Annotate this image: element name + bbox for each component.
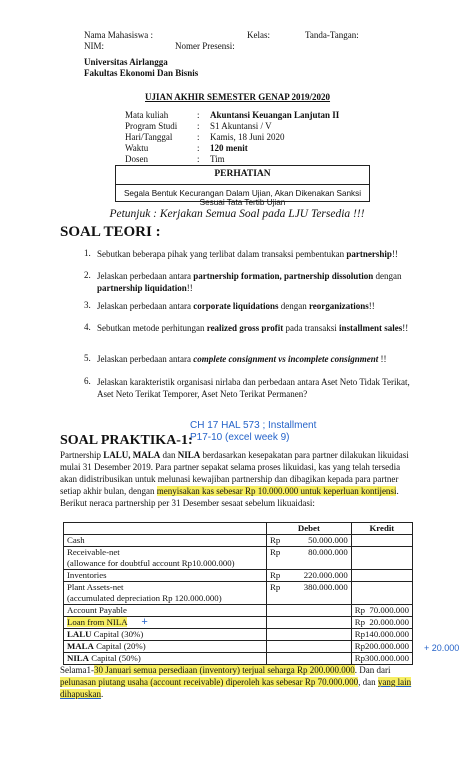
question-text: !! xyxy=(368,301,375,311)
kredit-cell xyxy=(351,629,412,641)
soal-praktika-heading: SOAL PRAKTIKA-1: xyxy=(60,433,193,448)
account-cell xyxy=(64,641,267,653)
debet-cell xyxy=(267,605,352,617)
info-value: Akuntansi Keuangan Lanjutan II xyxy=(210,110,340,120)
para-text: dan xyxy=(160,450,178,460)
kredit-cell xyxy=(351,653,412,665)
account-name: Capital (20%) xyxy=(93,641,146,651)
faculty-name: Fakultas Ekonomi Dan Bisnis xyxy=(84,68,199,78)
amount: 200.000.000 xyxy=(365,641,409,651)
question-keyword: realized gross profit xyxy=(206,323,284,333)
question-keyword: partnership formation, partnership dissolution xyxy=(193,271,374,281)
highlighted-text: pelunasan piutang usaha (account receivable) diperoleh kas sebesar Rp 70.000.000 xyxy=(60,677,359,687)
info-sep: : xyxy=(197,110,200,120)
praktika-paragraph-1 xyxy=(60,449,415,509)
info-label: Mata kuliah xyxy=(125,110,169,120)
info-label: Hari/Tanggal xyxy=(125,132,173,142)
university-name: Universitas Airlangga xyxy=(84,57,168,67)
highlighted-text: yang lain dihapuskan xyxy=(60,677,412,699)
annotation-p17: P17-10 (excel week 9) xyxy=(190,432,290,443)
annotation-ch17: CH 17 HAL 573 ; Installment xyxy=(190,420,317,431)
info-value: S1 Akuntansi / V xyxy=(210,121,272,131)
para-text: Partnership xyxy=(60,450,104,460)
perhatian-text: Segala Bentuk Kecurangan Dalam Ujian, Akan Dikenakan Sanksi Sesuai Tata Tertib Ujian xyxy=(116,184,369,202)
table-header-kredit: Kredit xyxy=(351,523,412,535)
perhatian-box xyxy=(115,165,370,207)
account-cell xyxy=(64,547,267,570)
presensi-label: Nomer Presensi: xyxy=(175,41,235,51)
debet-cell xyxy=(267,629,352,641)
account-note: (allowance for doubtful account Rp10.000.000) xyxy=(67,558,235,568)
question-keyword: installment sales xyxy=(338,323,403,333)
account-name: Receivable-net xyxy=(67,547,120,557)
currency: Rp xyxy=(354,605,365,615)
question-text: Jelaskan perbedaan antara xyxy=(97,271,194,281)
kredit-cell xyxy=(351,535,412,547)
amount: 380.000.000 xyxy=(303,582,348,592)
para-text: . xyxy=(101,689,104,699)
question-number: 1. xyxy=(84,248,91,258)
currency: Rp xyxy=(354,641,365,651)
amount: 50.000.000 xyxy=(308,535,348,545)
account-name: Capital (50%) xyxy=(89,653,141,663)
info-value: Tim xyxy=(210,154,225,164)
question-number: 3. xyxy=(84,300,91,310)
table-header-debet: Debet xyxy=(267,523,352,535)
account-cell: Inventories xyxy=(64,570,267,582)
petunjuk-instruction: Petunjuk : Kerjakan Semua Soal pada LJU Tersedia !!! xyxy=(109,208,365,220)
question-2 xyxy=(97,270,427,294)
question-text: Sebutkan metode perhitungan xyxy=(97,323,207,333)
praktika-paragraph-2 xyxy=(60,664,415,700)
highlighted-text: 30 Januari semua persediaan (inventory) terjual seharga Rp 200.000.000 xyxy=(94,665,355,675)
table-row xyxy=(64,617,413,629)
partner-name-nila: NILA xyxy=(177,450,201,460)
account-cell xyxy=(64,653,267,665)
question-1 xyxy=(97,248,427,260)
question-text: pada transaksi xyxy=(283,323,339,333)
para-text: Selama1- xyxy=(60,665,94,675)
amount: 70.000.000 xyxy=(369,605,409,615)
para-text: . Berikut neraca partnership per 31 Desember sesaat sebelum likuaidasi: xyxy=(60,486,399,508)
question-number: 2. xyxy=(84,270,91,280)
table-row xyxy=(64,605,413,617)
question-number: 6. xyxy=(84,376,91,386)
nama-label: Nama Mahasiswa : xyxy=(84,30,153,40)
question-text: !! xyxy=(186,283,193,293)
account-name: Plant Assets-net xyxy=(67,582,124,592)
kelas-label: Kelas: xyxy=(247,30,270,40)
amount: 20.000.000 xyxy=(369,617,409,627)
info-sep: : xyxy=(197,143,200,153)
nim-label: NIM: xyxy=(84,41,104,51)
debet-cell xyxy=(267,582,352,605)
debet-cell xyxy=(267,535,352,547)
debet-cell xyxy=(267,617,352,629)
question-number: 5. xyxy=(84,353,91,363)
table-row xyxy=(64,629,413,641)
account-cell xyxy=(64,582,267,605)
annotation-plus-amount: + 20.000 xyxy=(424,643,460,653)
para-text: , dan xyxy=(358,677,378,687)
partner-name: NILA xyxy=(67,653,89,663)
account-cell xyxy=(64,629,267,641)
account-cell: Cash xyxy=(64,535,267,547)
question-text: Sebutkan beberapa pihak yang terlibat dalam transaksi pembentukan xyxy=(97,249,347,259)
account-cell: Account Payable xyxy=(64,605,267,617)
question-6 xyxy=(97,376,427,400)
question-keyword: corporate liquidations xyxy=(193,301,279,311)
kredit-cell xyxy=(351,605,412,617)
kredit-cell xyxy=(351,582,412,605)
question-keyword: partnership xyxy=(346,249,392,259)
amount: 80.000.000 xyxy=(308,547,348,557)
currency: Rp xyxy=(354,653,365,663)
currency: Rp xyxy=(270,547,281,557)
amount: 140.000.000 xyxy=(365,629,409,639)
table-row xyxy=(64,535,413,547)
question-text: !! xyxy=(402,323,409,333)
table-row xyxy=(64,653,413,665)
currency: Rp xyxy=(354,617,365,627)
currency: Rp xyxy=(270,570,281,580)
partner-name: LALU xyxy=(67,629,92,639)
para-text: berdasarkan kesepakatan para partner dilakukan likuidasi mulai 31 Desember 2019. Para partner sepakat selama proses likuidasi, kas yang telah tersedia akan didistribusikan untuk melunasi kewajiban partnership dan dibagikan kepada para partner setiap akhir bulan, dengan xyxy=(60,450,409,496)
kredit-cell xyxy=(351,641,412,653)
debet-cell xyxy=(267,547,352,570)
plus-marker-icon: + xyxy=(141,616,148,628)
question-text: Jelaskan perbedaan antara xyxy=(97,301,194,311)
account-name: Capital (30%) xyxy=(91,629,144,639)
info-label: Waktu xyxy=(125,143,149,153)
table-row xyxy=(64,641,413,653)
para-text: . Dan dari xyxy=(354,665,391,675)
info-label: Dosen xyxy=(125,154,148,164)
question-keyword: complete consignment vs incomplete consignment xyxy=(193,354,379,364)
kredit-cell xyxy=(351,617,412,629)
account-cell xyxy=(64,617,267,629)
info-value: 120 menit xyxy=(210,143,248,153)
question-number: 4. xyxy=(84,322,91,332)
currency: Rp xyxy=(354,629,365,639)
info-value: Kamis, 18 Juni 2020 xyxy=(210,132,285,142)
question-text: Jelaskan karakteristik organisasi nirlaba dan perbedaan antara Aset Neto Tidak Terikat, Aset Neto Terikat Temporer, Aset Neto Terikat Permanen? xyxy=(97,377,410,399)
table-header-account xyxy=(64,523,267,535)
kredit-cell xyxy=(351,547,412,570)
amount: 220.000.000 xyxy=(303,570,348,580)
info-label: Program Studi xyxy=(125,121,178,131)
question-5 xyxy=(97,353,427,365)
highlighted-text: menyisakan kas sebesar Rp 10.000.000 untuk keperluan kontijensi xyxy=(156,486,397,496)
table-row xyxy=(64,570,413,582)
question-text: dengan xyxy=(278,301,309,311)
partner-name: MALA xyxy=(67,641,94,651)
table-header-row xyxy=(64,523,413,535)
question-4 xyxy=(97,322,427,334)
table-row xyxy=(64,547,413,570)
ttd-label: Tanda-Tangan: xyxy=(305,30,359,40)
currency: Rp xyxy=(270,582,281,592)
currency: Rp xyxy=(270,535,281,545)
info-sep: : xyxy=(197,121,200,131)
amount: 300.000.000 xyxy=(365,653,409,663)
debet-cell xyxy=(267,570,352,582)
account-name-highlighted: Loan from NILA xyxy=(67,617,128,627)
account-note: (accumulated depreciation Rp 120.000.000) xyxy=(67,593,222,603)
debet-cell xyxy=(267,641,352,653)
soal-teori-heading: SOAL TEORI : xyxy=(60,224,161,240)
question-text: Jelaskan perbedaan antara xyxy=(97,354,194,364)
question-keyword: reorganizations xyxy=(308,301,369,311)
question-text: dengan xyxy=(373,271,402,281)
perhatian-title: PERHATIAN xyxy=(214,169,271,179)
balance-sheet-table xyxy=(63,522,413,665)
question-keyword: partnership liquidation xyxy=(97,283,187,293)
debet-cell xyxy=(267,653,352,665)
kredit-cell xyxy=(351,570,412,582)
exam-title: UJIAN AKHIR SEMESTER GENAP 2019/2020 xyxy=(145,92,331,102)
info-sep: : xyxy=(197,154,200,164)
partner-names: LALU, MALA xyxy=(103,450,161,460)
question-text: !! xyxy=(378,354,387,364)
info-sep: : xyxy=(197,132,200,142)
table-row xyxy=(64,582,413,605)
question-text: !! xyxy=(391,249,398,259)
question-3 xyxy=(97,300,427,312)
